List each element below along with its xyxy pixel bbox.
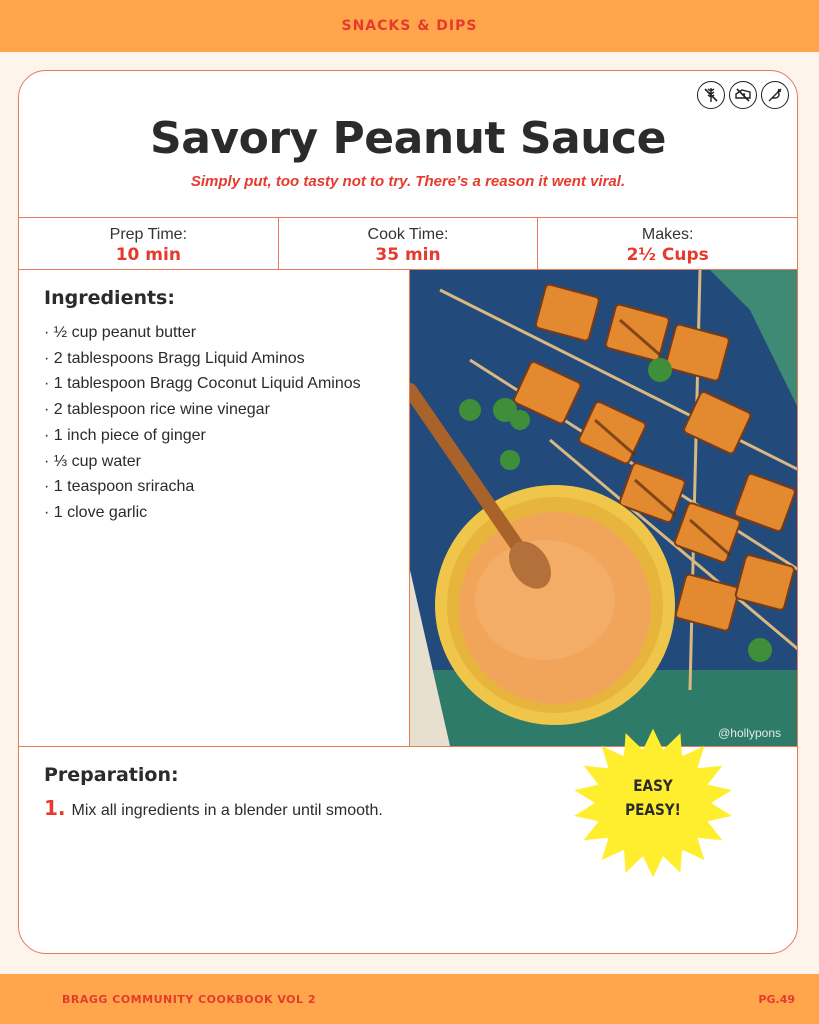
no-gluten-icon — [697, 81, 725, 109]
ingredient-item: · ½ cup peanut butter — [44, 324, 197, 341]
cookbook-title: BRAGG COMMUNITY COOKBOOK VOL 2 — [62, 993, 317, 1006]
ingredient-item: · 1 clove garlic — [44, 503, 148, 521]
footer-band — [0, 974, 819, 1024]
makes-label: Makes: — [641, 226, 694, 243]
burst-line-1: EASY — [633, 776, 673, 795]
preparation-step — [44, 796, 383, 820]
ingredient-item: · 1 teaspoon sriracha — [44, 478, 195, 496]
ingredients-section — [19, 270, 410, 746]
cook-time-label: Cook Time: — [367, 226, 449, 243]
step-number: 1. — [44, 796, 66, 820]
cook-time-cell — [278, 218, 538, 269]
ingredient-item: · 2 tablespoons Bragg Liquid Aminos — [44, 349, 305, 367]
vegan-icon — [761, 81, 789, 109]
makes-value: 2½ Cups — [626, 245, 709, 265]
ingredients-heading: Ingredients: — [44, 287, 175, 309]
section-header-band — [0, 0, 819, 52]
recipe-title: Savory Peanut Sauce — [150, 113, 666, 164]
burst-line-2: PEASY! — [625, 800, 681, 819]
diet-badges — [697, 81, 789, 109]
ingredient-item: · 1 tablespoon Bragg Coconut Liquid Aminos — [44, 375, 361, 393]
prep-time-cell — [19, 218, 278, 269]
makes-cell — [537, 218, 797, 269]
recipe-photo — [410, 270, 798, 746]
cook-time-value: 35 min — [375, 245, 441, 265]
ingredient-item: · 1 inch piece of ginger — [44, 426, 206, 444]
ingredient-item: · ⅓ cup water — [44, 452, 141, 470]
no-dairy-icon — [729, 81, 757, 109]
preparation-heading: Preparation: — [44, 764, 179, 786]
ingredient-item: · 2 tablespoon rice wine vinegar — [44, 401, 270, 419]
prep-time-value: 10 min — [115, 245, 181, 265]
prep-time-label: Prep Time: — [109, 226, 188, 243]
recipe-meta-row — [19, 217, 797, 270]
recipe-subtitle: Simply put, too tasty not to try. There’s a reason it went viral. — [190, 173, 626, 190]
burst-text — [577, 774, 730, 822]
ingredients-list — [44, 320, 361, 526]
easy-peasy-burst — [563, 728, 743, 878]
photo-credit: @hollypons — [718, 726, 781, 740]
page-number: PG.49 — [758, 993, 795, 1006]
step-text: Mix all ingredients in a blender until smooth. — [71, 802, 383, 819]
section-title: SNACKS & DIPS — [341, 18, 478, 34]
